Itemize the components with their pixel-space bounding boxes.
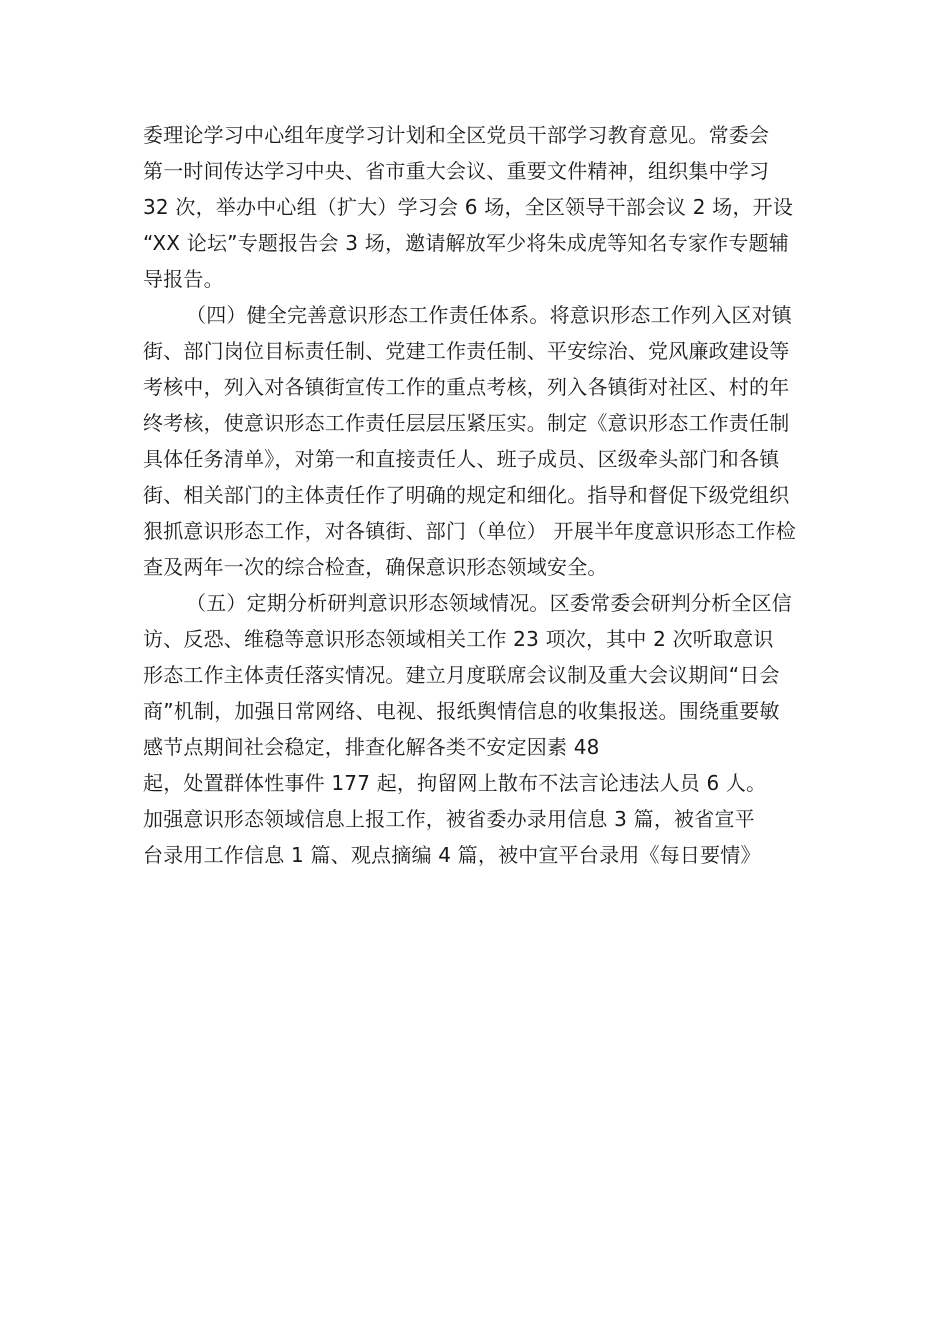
text-line: 委理论学习中心组年度学习计划和全区党员干部学习教育意见。常委会 (143, 123, 770, 147)
text-line: 考核中，列入对各镇街宣传工作的重点考核，列入各镇街对社区、村的年 (143, 375, 790, 399)
text-line: 街、部门岗位目标责任制、党建工作责任制、平安综治、党风廉政建设等 (143, 339, 790, 363)
paragraph-heading-5: （五）定期分析研判意识形态领域情况。区委常委会研判分析全区信 (186, 591, 792, 615)
paragraph-heading-4: （四）健全完善意识形态工作责任体系。将意识形态工作列入区对镇 (186, 303, 792, 327)
text-line: 形态工作主体责任落实情况。建立月度联席会议制及重大会议期间“日会 (143, 663, 780, 687)
text-line: 32 次，举办中心组（扩大）学习会 6 场，全区领导干部会议 2 场，开设 (143, 195, 794, 219)
text-line: 起，处置群体性事件 177 起，拘留网上散布不法言论违法人员 6 人。 (143, 771, 767, 795)
text-line: 导报告。 (143, 267, 224, 291)
text-line: 狠抓意识形态工作，对各镇街、部门（单位） 开展半年度意识形态工作检 (143, 519, 796, 543)
text-line: “XX 论坛”专题报告会 3 场，邀请解放军少将朱成虎等知名专家作专题辅 (143, 231, 789, 255)
text-line: 台录用工作信息 1 篇、观点摘编 4 篇，被中宣平台录用《每日要情》 (143, 843, 761, 867)
text-line: 街、相关部门的主体责任作了明确的规定和细化。指导和督促下级党组织 (143, 483, 790, 507)
text-line: 感节点期间社会稳定，排查化解各类不安定因素 48 (143, 735, 600, 759)
text-line: 查及两年一次的综合检查，确保意识形态领域安全。 (143, 555, 608, 579)
text-line: 第一时间传达学习中央、省市重大会议、重要文件精神，组织集中学习 (143, 159, 770, 183)
text-line: 访、反恐、维稳等意识形态领域相关工作 23 项次，其中 2 次听取意识 (143, 627, 774, 651)
text-line: 终考核，使意识形态工作责任层层压紧压实。制定《意识形态工作责任制 (143, 411, 790, 435)
text-line: 具体任务清单》，对第一和直接责任人、班子成员、区级牵头部门和各镇 (143, 447, 780, 471)
text-line: 商”机制，加强日常网络、电视、报纸舆情信息的收集报送。围绕重要敏 (143, 699, 780, 723)
text-line: 加强意识形态领域信息上报工作，被省委办录用信息 3 篇，被省宣平 (143, 807, 755, 831)
